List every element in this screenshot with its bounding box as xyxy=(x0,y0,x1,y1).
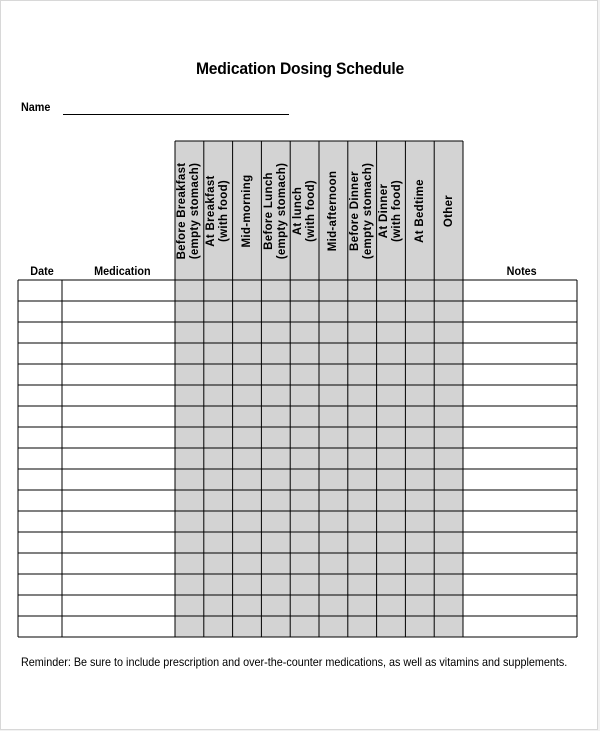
notes-column-header: Notes xyxy=(506,264,537,278)
schedule-grid xyxy=(1,1,599,731)
time-column-header xyxy=(348,141,376,281)
time-column-header xyxy=(204,141,232,281)
time-column-header xyxy=(175,141,203,281)
time-header-line1: Before Lunch xyxy=(262,171,275,250)
time-header-line1: Mid-morning xyxy=(240,174,253,247)
time-header-line1: Before Breakfast xyxy=(176,162,189,259)
time-header-line1: At Dinner xyxy=(378,183,390,238)
time-header-line1: Other xyxy=(442,194,455,227)
time-column-header xyxy=(377,141,405,281)
time-header-line2: (with food) xyxy=(391,179,403,242)
time-column-header xyxy=(406,141,434,281)
page-title: Medication Dosing Schedule xyxy=(195,59,405,78)
time-column-header xyxy=(262,141,290,281)
date-column-header: Date xyxy=(30,264,54,278)
medication-column-header: Medication xyxy=(94,264,151,278)
time-header-line1: Mid-afternoon xyxy=(326,170,339,251)
time-header-line2: (with food) xyxy=(304,179,317,242)
time-header-line1: At lunch xyxy=(291,186,304,235)
time-column-header xyxy=(435,141,463,281)
time-header-line1: At Breakfast xyxy=(205,174,218,247)
time-column-header xyxy=(291,141,319,281)
time-header-line1: Before Dinner xyxy=(349,170,362,251)
name-label: Name xyxy=(21,100,51,114)
time-header-line1: At Bedtime xyxy=(413,178,426,243)
time-column-header xyxy=(233,141,261,281)
time-header-line2: (empty stomach) xyxy=(362,162,375,259)
time-header-line2: (empty stomach) xyxy=(189,162,202,259)
time-header-line2: (empty stomach) xyxy=(275,162,288,259)
reminder-text: Reminder: Be sure to include prescription and over-the-counter medications, as well as vitamins and supplements. xyxy=(21,655,568,669)
time-header-line2: (with food) xyxy=(218,179,231,242)
time-column-header xyxy=(319,141,347,281)
